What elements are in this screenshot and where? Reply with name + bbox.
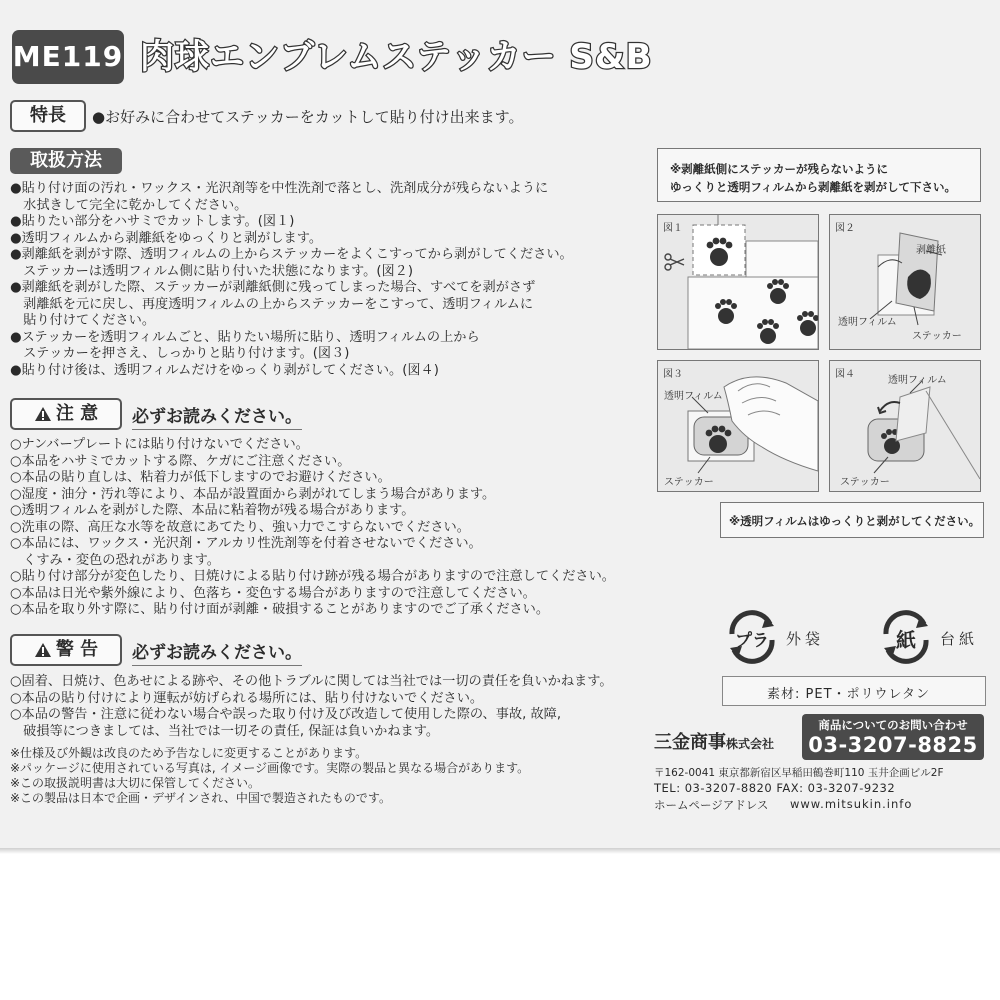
- caution-line: ○洗車の際、高圧な水等を故意にあてたり、強い力でこすらないでください。: [10, 519, 470, 535]
- clear-film-label: 透明フィルム: [888, 375, 947, 386]
- caution-label: [10, 398, 122, 430]
- pla-label: 外袋: [786, 630, 825, 648]
- handling-line: ●ステッカーを透明フィルムごと、貼りたい場所に貼り、透明フィルムの上から: [10, 329, 480, 345]
- caution-line: ○本品は日光や紫外線により、色落ち・変色する場合がありますので注意してください。: [10, 585, 536, 601]
- handling-label: 取扱方法: [10, 148, 122, 174]
- contact-phone: 03-3207-8825: [808, 733, 978, 757]
- handling-list: [10, 181, 573, 379]
- handling-line: ●剥離紙を剥がす際、透明フィルムの上からステッカーをよくこすってから剥がしてください。: [10, 247, 573, 262]
- homepage-url[interactable]: www.mitsukin.info: [790, 797, 913, 811]
- pla-mark-text: プラ: [735, 631, 769, 651]
- film-note-box: [720, 502, 984, 538]
- caution-line: くすみ・変色の恐れがあります。: [10, 552, 220, 568]
- peel-note-box: [657, 148, 981, 202]
- warning-triangle-icon: [34, 406, 52, 422]
- sticker-label: ステッカー: [840, 477, 890, 488]
- pla-recycle-icon: [722, 608, 782, 666]
- release-paper-label: 剥離紙: [916, 245, 946, 256]
- figure-3-illustration: [658, 361, 818, 491]
- warning-line: ○固着、日焼け、色あせによる跡や、その他トラブルに関しては当社では一切の責任を負いかねます。: [10, 674, 613, 689]
- footnote: ※仕様及び外観は改良のため予告なしに変更することがあります。: [10, 746, 368, 760]
- contact-label: 商品についてのお問い合わせ: [818, 718, 968, 732]
- contact-box: [802, 714, 984, 760]
- figure-2: [829, 214, 981, 350]
- warning-subtitle: 必ずお読みください。: [132, 638, 302, 666]
- warning-line: 破損等につきましては、当社では一切その責任, 保証は負いかねます。: [10, 723, 440, 739]
- material-text: 素材: PET・ポリウレタン: [767, 687, 930, 702]
- footnotes: [10, 746, 529, 806]
- figure-1-illustration: [658, 215, 818, 349]
- features-label: 特長: [10, 100, 86, 132]
- sticker-label: ステッカー: [664, 477, 714, 488]
- homepage-label: ホームページアドレス: [654, 798, 769, 812]
- company-tel-fax: TEL: 03-3207-8820 FAX: 03-3207-9232: [654, 781, 896, 795]
- figure-1: [657, 214, 819, 350]
- handling-line: ステッカーは透明フィルム側に貼り付いた状態になります。(図２): [10, 263, 414, 279]
- caution-list: [10, 437, 615, 619]
- clear-film-label: 透明フィルム: [664, 391, 723, 402]
- figure-4: [829, 360, 981, 492]
- caution-line: ○本品には、ワックス・光沢剤・アルカリ性洗剤等を付着させないでください。: [10, 536, 482, 551]
- caution-line: ○ナンバープレートには貼り付けないでください。: [10, 437, 309, 452]
- caution-subtitle: 必ずお読みください。: [132, 402, 302, 430]
- handling-line: ●透明フィルムから剥離紙をゆっくりと剥がします。: [10, 230, 323, 246]
- caution-label-text: 注 意: [55, 403, 99, 424]
- film-note: ※透明フィルムはゆっくりと剥がしてください。: [729, 514, 981, 528]
- product-title: 肉球エンブレムステッカー S&B: [140, 37, 653, 77]
- caution-line: ○本品を取り外す際に、貼り付け面が剥離・破損することがありますのでご了承ください。: [10, 602, 550, 617]
- footnote: ※この製品は日本で企画・デザインされ、中国で製造されたものです。: [10, 791, 391, 805]
- paper-recycle-icon: [876, 608, 936, 666]
- paper-label: 台紙: [940, 630, 979, 648]
- handling-line: ●貼りたい部分をハサミでカットします。(図１): [10, 214, 295, 229]
- warning-label-text: 警 告: [55, 639, 99, 660]
- card-edge-shadow: [0, 848, 1000, 854]
- caution-line: ○本品をハサミでカットする際、ケガにご注意ください。: [10, 453, 351, 469]
- company-name: [654, 728, 774, 754]
- warning-line: ○本品の貼り付けにより運転が妨げられる場所には、貼り付けないでください。: [10, 690, 484, 706]
- figure-3: [657, 360, 819, 492]
- handling-line: ●貼り付け面の汚れ・ワックス・光沢剤等を中性洗剤で落とし、洗剤成分が残らないように: [10, 181, 549, 196]
- company-suffix: 株式会社: [726, 737, 775, 751]
- caution-line: ○湿度・油分・汚れ等により、本品が設置面から剥がれてしまう場合があります。: [10, 486, 496, 502]
- warning-label: [10, 634, 122, 666]
- handling-line: ●剥離紙を剥がした際、ステッカーが剥離紙側に残ってしまった場合、すべてを剥がさず: [10, 280, 536, 295]
- handling-line: ステッカーを押さえ、しっかりと貼り付けます。(図３): [10, 346, 350, 361]
- figure-4-label: 図４: [835, 369, 855, 380]
- sticker-label: ステッカー: [912, 331, 962, 342]
- features-text: ●お好みに合わせてステッカーをカットして貼り付け出来ます。: [92, 108, 524, 126]
- scissors-icon: [665, 254, 684, 270]
- company-name-text: 三金商事: [654, 732, 726, 753]
- caution-line: ○本品の貼り直しは、粘着力が低下しますのでお避けください。: [10, 470, 391, 485]
- company-address: 〒162-0041 東京都新宿区早稲田鶴巻町110 玉井企画ビル2F: [654, 767, 944, 779]
- figure-3-label: 図３: [663, 369, 683, 380]
- handling-line: 貼り付けてください。: [10, 313, 156, 328]
- handling-line: 剥離紙を元に戻し、再度透明フィルムの上からステッカーをこすって、透明フィルムに: [10, 296, 534, 312]
- peel-note-line-2: ゆっくりと透明フィルムから剥離紙を剥がして下さい。: [670, 180, 957, 194]
- caution-line: ○透明フィルムを剥がした際、本品に粘着物が残る場合があります。: [10, 503, 415, 518]
- material-box: [722, 676, 986, 706]
- paper-mark-text: 紙: [896, 628, 916, 652]
- clear-film-label: 透明フィルム: [838, 317, 897, 328]
- footnote: ※パッケージに使用されている写真は, イメージ画像です。実際の製品と異なる場合があります。: [10, 761, 530, 775]
- warning-triangle-icon: [34, 642, 52, 658]
- peel-note-line-1: ※剥離紙側にステッカーが残らないように: [670, 162, 888, 176]
- figure-2-label: 図２: [835, 223, 855, 234]
- handling-line: ●貼り付け後は、透明フィルムだけをゆっくり剥がしてください。(図４): [10, 362, 439, 378]
- product-code-badge: ME119: [12, 30, 124, 84]
- warning-line: ○本品の警告・注意に従わない場合や誤った取り付け及び改造して使用した際の、事故, 故障,: [10, 707, 562, 722]
- footnote: ※この取扱説明書は大切に保管してください。: [10, 776, 261, 790]
- handling-line: 水拭きして完全に乾かしてください。: [10, 197, 248, 213]
- figure-1-label: 図１: [663, 223, 683, 234]
- caution-line: ○貼り付け部分が変色したり、日焼けによる貼り付け跡が残る場合がありますので注意してください。: [10, 569, 615, 584]
- warning-list: [10, 674, 613, 740]
